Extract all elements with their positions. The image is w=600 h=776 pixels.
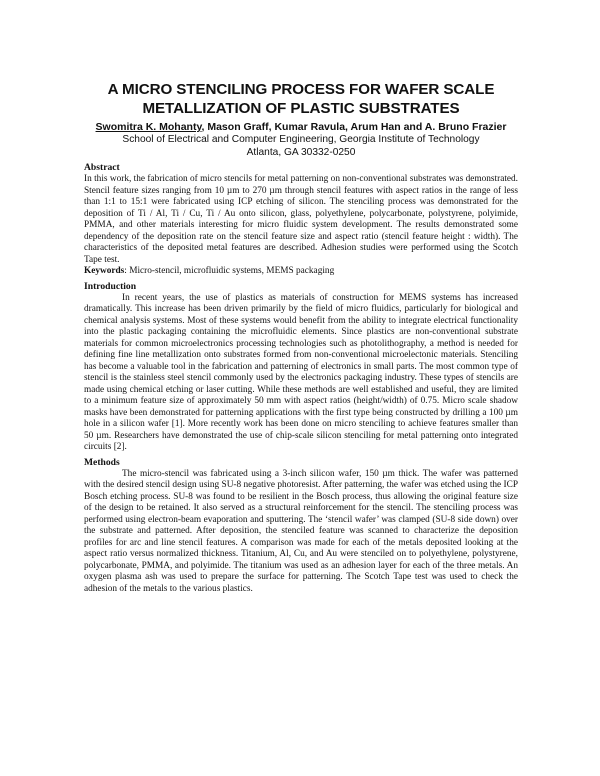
- keywords-text: : Micro-stencil, microfluidic systems, MEMS packaging: [124, 266, 335, 276]
- affiliation-line-2: Atlanta, GA 30332-0250: [246, 146, 356, 158]
- title-line-2: METALLIZATION OF PLASTIC SUBSTRATES: [142, 100, 460, 117]
- keywords-line: [84, 266, 518, 278]
- first-author: Swomitra K. Mohanty: [95, 121, 202, 133]
- author-list: [84, 121, 518, 134]
- methods-text: The micro-stencil was fabricated using a 3-inch silicon wafer, 150 µm thick. The wafer was patterned with the desired stencil design using SU-8 negative photoresist. After patterning, the wafer was etched using the ICP Bosch etching process. SU-8 was found to be resilient in the Bosch process, thus allowing the original feature size of the design to be retained. It also served as a structural reinforcement for the stencil. The stenciling process was performed using electron-beam evaporation and sputtering. The ‘stencil wafer’ was clamped (SU-8 side down) over the substrate and patterned. After deposition, the stenciled feature was scanned to characterize the deposition profiles for arc and line stencil features. A comparison was made for each of the metals deposited looking at the aspect ratio versus normalized thickness. Titanium, Al, Cu, and Au were stenciled on to polyethylene, polystyrene, polycarbonate, PMMA, and polyimide. The titanium was used as an adhesion layer for each of the three metals. An oxygen plasma ash was used to prepare the surface for patterning. The Scotch Tape test was used to check the adhesion of the metals to the various plastics.: [84, 468, 518, 594]
- abstract-text: In this work, the fabrication of micro stencils for metal patterning on non-conventional substrates was demonstrated. Stencil feature sizes ranging from 10 µm to 270 µm through stencil features with aspect ratios in the range of less than 1:1 to 15:1 were fabricated using ICP etching of silicon. The stenciling process was demonstrated for the deposition of Ti / Al, Ti / Cu, Ti / Au onto silicon, glass, polyethylene, polycarbonate, polystyrene, polyimide, PMMA, and other materials interesting for micro fluidic system development. The results demonstrated some dependency of the deposition rate on the stencil feature size and aspect ratio (stencil feature height : width). The characteristics of the deposited metal features are described. Adhesion studies were performed using the Scotch Tape test.: [84, 174, 518, 265]
- other-authors: , Mason Graff, Kumar Ravula, Arum Han and A. Bruno Frazier: [201, 121, 507, 133]
- title-line-1: A MICRO STENCILING PROCESS FOR WAFER SCALE: [107, 81, 495, 98]
- paper-title: [84, 80, 518, 118]
- abstract-heading: Abstract: [84, 162, 120, 173]
- keywords-label: Keywords: [84, 266, 125, 276]
- introduction-heading: Introduction: [84, 280, 137, 292]
- affiliation-line-1: School of Electrical and Computer Engineering, Georgia Institute of Technology: [122, 134, 480, 145]
- introduction-text: In recent years, the use of plastics as materials of construction for MEMS systems has increased dramatically. This increase has been driven primarily by the field of micro fluidics, particularly for biological and chemical analysis systems. Most of these systems would benefit from the ability to integrate electrical functionality into the plastic packaging containing the microfluidic elements. Since plastics are non-conventional substrate materials for common microelectronics processing technologies such as photolithography, a method is needed for defining fine line metallization onto substrates formed from non-conventional microelectonic materials. Stenciling has become a valuable tool in the fabrication and patterning of electronics in small parts. The most common type of stencil is the stainless steel stencil commonly used by the electronics packaging industry. These types of stencils are made using chemical etching or laser cutting. While these methods are well established and useful, they are limited to a minimum feature size of approximately 50 mm with aspect ratios (height/width) of 0.75. Micro scale shadow masks have been demonstrated for patterning applications with the first type being constructed by drilling a 100 µm hole in a silicon wafer [1]. More recently work has been done on micro stenciling to achieve features smaller than 50 µm. Researchers have demonstrated the use of chip-scale silicon stenciling for metal patterning onto integrated circuits [2].: [84, 292, 518, 452]
- methods-heading: Methods: [84, 456, 120, 468]
- paper-body: [84, 162, 518, 595]
